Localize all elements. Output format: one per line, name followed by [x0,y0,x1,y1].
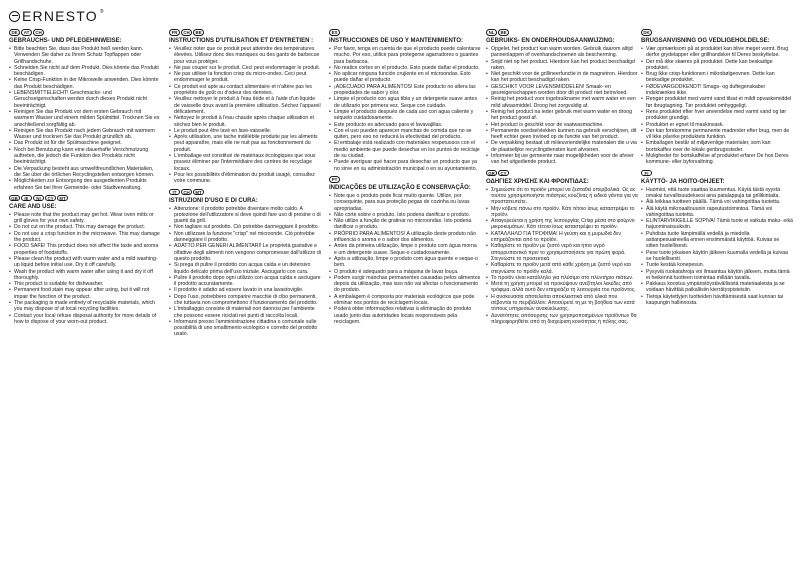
brand-name: ERNESTO [22,8,98,24]
language-badge: DE [9,29,20,36]
instruction-list [9,46,161,191]
list-item: • Μετά τη χρήση μπορεί να προκύψουν ανεξίτηλοι λεκέδες από τρόφιμα, αλλά αυτό δεν επηρεάζει τη λειτουργία του προϊόντος. [486,281,638,294]
language-badge: GR [486,170,497,177]
language-badge: PT [329,176,340,183]
list-item: • Niet geschikt voor de grillineerfunctie in de magnetron. Hierdoor kan het product beschadigd raken. [486,71,638,84]
language-badge: BE [193,29,204,36]
list-item: • Keine Crisp-Funktion in der Mikrowelle anwenden. Dies könnte das Produkt beschädigen. [9,77,161,90]
section-heading: INDICAÇÕES DE UTILIZAÇÃO E CONSERVAÇÃO: [329,184,471,191]
instruction-section [329,176,481,325]
list-item: • Le produit peut être lavé en lave-vaisselle. [169,128,321,134]
language-badge: BE [498,29,509,36]
list-item: • Please note that the product may get hot. Wear oven mitts or grill gloves for your own safety. [9,212,161,225]
language-badge: CH [181,29,192,36]
list-item: • El embalaje está realizado con materiales respetuosos con el medio ambiente que puede desechar en los puntos de reciclaje de su ciudad. [329,140,481,159]
language-badge: IE [21,195,32,202]
registered-mark: ® [99,9,104,15]
logo-mark-icon [9,11,20,22]
instruction-section [641,29,793,170]
list-item: • Não utilize a função de gratinar no microondas. Isto poderia danificar o produto. [329,218,481,231]
brand-logo [9,8,104,24]
language-badges [9,195,161,203]
list-item: • Noch bei Benutzung kann eine dauerhafte Verschmutzung auftreten, die jedoch die Funktion des Produkts nicht beeinträchtigt. [9,147,161,166]
instruction-section [486,29,638,170]
list-item: • Tuote kestää konepesun. [641,262,793,268]
language-badge: MT [57,195,68,202]
list-item: • Der må ikke skæres på produktet. Dette kan beskadige produktet. [641,59,793,72]
list-item: • Älä käytä mikroaaltouunin rapeutustoimintoa. Tämä voi vahingoittaa tuotetta. [641,206,793,219]
language-badge: ES [329,29,340,36]
language-badges [486,170,638,178]
list-item: • Huomioi, että tuote saattaa kuumentua. Käytä tästä syystä omaksi turvallisuudeksesi aina patalappuja tai grillikintaita. [641,187,793,200]
list-item: • Puede averiguar qué hacer para desechar un producto que ya no sirve en su administración municipal o en su ayuntamiento. [329,159,481,172]
list-item: • FOOD SAFE! This product does not affect the taste and aroma properties of foodstuffs. [9,243,161,256]
list-item: • Veuillez nettoyer le produit à l'eau tiède et à l'aide d'un liquide de vaisselle doux avant la première utilisation. Séchez l'appareil délicatement. [169,96,321,115]
list-item: • Το προϊόν είναι κατάλληλο για πλύσιμο στο πλυντήριο πιάτων. [486,275,638,281]
list-item: • Permanente voedselvlekken kunnen na gebruik verschijnen, dit heeft echter geen invloed op de functie van het product. [486,128,638,141]
list-item: • Schneiden Sie nicht auf dem Produkt. Dies könnte das Produkt beschädigen. [9,65,161,78]
list-item: • Produktet er egnet til maskinvask. [641,122,793,128]
list-item: • L'imballaggio consiste di materiali non dannosi per l'ambiente che possono essere riciclati nei punti di raccolta locali. [169,306,321,319]
language-badges [329,29,481,37]
list-item: • Do not use a crisp function in the microwave. This may damage the product. [9,231,161,244]
language-badges [486,29,638,37]
list-item: • ¡ADECUADO PARA ALIMENTOS! Este producto no altera las propiedades de sabor y olor. [329,84,481,97]
language-badges [641,29,793,37]
instruction-section [329,29,481,176]
list-item: • No realice cortes en el producto. Esto puede dañar el producto. [329,65,481,71]
list-item: • Opgelet, het product kan warm worden. Gebruik daarom altijd pannenlappen of ovenhandschoenen als bescherming. [486,46,638,59]
list-item: • Limpie el producto con agua tibia y un detergente suave antes de utilizarlo por primera vez. Seque con cuidado. [329,96,481,109]
section-heading: ΟΔΗΓΙΕΣ ΧΡΗΣΗΣ ΚΑΙ ΦΡΟΝΤΙΔΑΣ: [486,178,589,185]
instruction-list [486,46,638,166]
list-item: • Muligheder for bortskaffelse af produktet erfarer De hos Deres kommune- eller byforvaltning. [641,153,793,166]
list-item: • LEBENSMITTELECHT! Geschmacks- und Geruchseigenschaften werden durch dieses Produkt nicht beeinträchtigt. [9,90,161,109]
language-badge: IT [169,189,180,196]
list-item: • Tietoja käytettyjen tuotteiden hävittämisestä saat kunnan tai kaupungin hallinnosta. [641,294,793,307]
list-item: • Veuillez noter que ce produit peut atteindre des températures élevées. Utilisez donc des maniques ou des gants de barbecue pour vous protéger. [169,46,321,65]
instruction-section [486,170,638,326]
list-item: • Do not cut on the product. This may damage the product. [9,224,161,230]
language-badge: GB [9,195,20,202]
language-badge: AT [21,29,32,36]
list-item: • Het product is geschikt voor de vaatwasmachine. [486,122,638,128]
list-item: • Der kan forekomme permanente madrester efter brug, men de vil ikke påvirke produktets funktion. [641,128,793,141]
language-badge: CY [498,170,509,177]
list-item: • Vær opmærksom på at produktet kan blive meget varmt. Brug derfor grydelapper eller grillhandsker til Deres beskyttelse. [641,46,793,59]
list-item: • This product is suitable for dishwasher. [9,281,161,287]
list-item: • Reinig het product voor ingebruikname met warm water en een mild afwasmiddel. Droog het zorgvuldig af. [486,96,638,109]
list-item: • Informeer bij uw gemeente naar mogelijkheden voor de afvoer van het uitgediende product. [486,153,638,166]
list-item: • A embalagem é composta por materiais ecológicos que pode eliminar nos pontos de reciclagem locais. [329,294,481,307]
list-item: • Älä leikkaa tuotteen päällä. Tämä voi vahingoittaa tuotetta. [641,199,793,205]
language-badge: FR [169,29,180,36]
list-item: • Η συσκευασία αποτελείται αποκλειστικά από υλικά που σέβονται το περιβάλλον. Αποσύρετέ τη με τη βοήθεια των κατά τόπους υπηρεσιών ανακύκλωσης. [486,294,638,313]
list-item: • Ne pas couper sur le produit. Ceci peut endommager le produit. [169,65,321,71]
list-item: • Rengør produktet med varmt vand tilsat et mildt opvaskemiddel før ibrugtagning. Tør produktet omhyggeligt. [641,96,793,109]
column-3 [329,29,481,325]
column-4 [486,29,638,325]
list-item: • Σημειώστε ότι το προϊόν μπορεί να ζεσταθεί υπερβολικά. Ως εκ τούτου χρησιμοποιήστε πιάστρες κουζίνας ή ειδικά γάντια για να προστατευτείτε. [486,187,638,206]
list-item: • Dopo l'uso, potrebbero comparire macchie di cibo permanenti, che tuttavia non compromettono il funzionamento del prodotto. [169,294,321,307]
instruction-section [641,170,793,307]
list-item: • Il prodotto è adatto ad essere lavato in una lavastoviglie. [169,287,321,293]
list-item: • Pese tuote jokaisen käytön jälkeen kuumalla vedellä ja kuivaa se huolellisesti. [641,250,793,263]
instruction-list [329,193,481,325]
list-item: • Καθαρίστε το προϊόν με ζεστό νερό και ήπιο υγρό απορρυπαντικό πριν το χρησιμοποιήσετε για πρώτη φορά. Στεγνώστε το προσεκτικά. [486,243,638,262]
instruction-section [9,195,161,325]
list-item: • Wash the product with warm water after using it and dry it off thoroughly. [9,269,161,282]
language-badges [169,29,321,37]
list-item: • Δυνατότητες απόσυρσης των χρησιμοποιημένων προϊόντων θα πληροφορηθείτε από τη διαχείριση κοινότητας ή πόλης σας. [486,313,638,326]
list-item: • Con el uso pueden aparecer manchas de comida que no se quiten, pero eso no reducirá la efectividad del producto. [329,128,481,141]
column-1 [9,29,161,325]
list-item: • Note que o produto pode ficar muito quente. Utilize, por consequinte, para sua proteção pegas de cozinha ou luvas apropriadas. [329,193,481,212]
list-item: • Após a utilização, limpe o produto com água quente e seque-o bem. [329,256,481,269]
list-item: • Απαγορεύεται η χρήση της λειτουργίας Crisp μέσα στο φούρνο μικροκυμάτων. Κάτι τέτοιο ίσως καταστρέψει το προϊόν. [486,218,638,231]
list-item: • FØDEVARGODKENDT! Smags- og duftegenskaber indskrænkes ikke. [641,84,793,97]
instruction-section [169,29,321,189]
list-item: • O produto é adequado para a máquina de lavar louça. [329,269,481,275]
list-item: • Die Verpackung besteht aus umweltfreundlichen Materialien, die Sie über die örtlichen Recyclingstellen entsorgen können. [9,166,161,179]
list-item: • Nettoyez le produit à l'eau chaude après chaque utilisation et séchez bien le produit. [169,115,321,128]
list-item: • L'emballage est constitué de matériaux écologiques que vous pouvez éliminer par l'intermédiaire des centres de recyclage locaux. [169,153,321,172]
instruction-list [641,46,793,166]
list-item: • Não corte sobre o produto. Isto poderia danificar o produto. [329,212,481,218]
list-item: • Möglichkeiten zur Entsorgung des ausgedienten Produkts erfahren Sie bei Ihrer Gemeinde- oder Stadtverwaltung. [9,178,161,191]
section-heading: INSTRUCTIONS D'UTILISATION ET D'ENTRETIEN : [169,38,314,44]
language-badge: CH [33,29,44,36]
list-item: • Καθαρίστε το προϊόν μετά από κάθε χρήση με ζεστό νερό και στεγνώστε το προϊόν καλά. [486,262,638,275]
list-item: • Pour les possibilités d'élimination du produit usagé, consultez votre commune. [169,172,321,185]
language-badge: NI [33,195,44,202]
list-item: • Emballagen består af miljøvenlige materialer, som kan bortskaffes over de lokale genbrugssteder. [641,140,793,153]
section-heading: GEBRUIKS- EN ONDERHOUDSAANWIJZING: [486,38,615,44]
language-badge: CY [45,195,56,202]
list-item: • Après utilisation, une tache indélébile produite par les aliments peut apparaître, mais elle ne nuit pas au fonctionnement du produit. [169,134,321,153]
list-item: • Das Produkt ist für die Spülmaschine geeignet. [9,140,161,146]
list-item: • Non utilizzare la funzione "crisp" nel microonde. Ciò potrebbe danneggiare il prodotto. [169,231,321,244]
list-item: • Attenzione: il prodotto potrebbe diventare molto caldo. A protezione dell'utilizzatore si deve quindi fare uso di presine o di guanti da grill. [169,206,321,225]
list-item: • Pysyviä ruokatahroja voi ilmaantua käytön jälkeen, mutta tämä ei heikennä tuotteen toimintaa millään tavalla. [641,269,793,282]
list-item: • ADATTO PER GENERI ALIMENTARI! Le proprietà gustative e olfattive degli alimenti non vengono compromesse dall'utilizzo di questo prodotto. [169,243,321,262]
column-5 [641,29,793,306]
list-item: • No aplicar ninguna función crujiente en el microondas. Esto puede dañar el producto. [329,71,481,84]
list-item: • Si prega di pulire il prodotto con acqua calda e un detersivo liquido delicato prima dell'uso iniziale. Asciugarlo con cura. [169,262,321,275]
list-item: • Please clean the product with warm water and a mild washing-up liquid before initial use. Dry it off carefully. [9,256,161,269]
list-item: • Contact your local refuse disposal authority for more details of how to dispose of your worn-out product. [9,313,161,326]
section-heading: BRUGSANVISNING OG VEDLIGEHOLDELSE: [641,38,770,44]
instruction-list [9,212,161,325]
list-item: • Brug ikke crisp-funktionen i mikrobølgeovnen. Dette kan beskadige produktet. [641,71,793,84]
list-item: • Non tagliare sul prodotto. Ciò potrebbe danneggiare il prodotto. [169,224,321,230]
list-item: • Rens produktet efter hver anvendelse med varmt vand og tør produktet grundigt. [641,109,793,122]
language-badge: CH [181,189,192,196]
list-item: • PRÓPRIO PARA ALIMENTOS! A utilização deste produto não influencia o aroma e o sabor dos alimentos. [329,231,481,244]
list-item: • Poderá obter informações relativas à eliminação do produto usado junto das autoridades locais responsáveis pela reciclagem. [329,306,481,325]
list-item: • De verpakking bestaat uit milieuvriendelijke materialen die u via de plaatselijke recyclingdiensten kunt afvoeren. [486,140,638,153]
list-item: • Permanent food stain may appear after using, but it will not impair the function of the product. [9,287,161,300]
section-heading: GEBRAUCHS- UND PFLEGEHINWEISE: [9,38,122,44]
language-badge: NL [486,29,497,36]
language-badges [169,189,321,197]
language-badge: MT [193,189,204,196]
instruction-list [169,206,321,338]
section-heading: CARE AND USE: [9,203,57,210]
list-item: • GESCHIKT VOOR LEVENSMIDDELEN! Smaak- en geureigenschappen worden door dit product niet beïnvloed. [486,84,638,97]
instruction-list [329,46,481,172]
list-item: • Puhdista tuote lämpimällä vedellä ja miedolla astianpesuaineella ennen ensimmäistä käyttöä. Kuivaa se sitten huolellisesti. [641,231,793,250]
list-item: • Μην κόβετε πάνω στο προϊόν. Κάτι τέτοιο ίσως καταστρέψει το προϊόν. [486,206,638,219]
section-heading: KÄYTTÖ- JA HOITO-OHJEET: [641,178,725,185]
list-item: • Por favor, tenga en cuenta de que el producto puede calentarse mucho. Por eso, utilice para protegerse agarradores o guantes para barbacoa. [329,46,481,65]
list-item: • Ce produit est apte au contact alimentaire et n'altère pas les propriétés de goût ou d'odeur des denrées. [169,84,321,97]
section-heading: INSTRUCCIONES DE USO Y MANTENIMIENTO: [329,38,464,44]
language-badge: DK [641,29,652,36]
instruction-list [486,187,638,326]
list-item: • Pakkaus koostuu ympäristöystävällisistä materiaaleista ja se voidaan hävittää paikallisiin kierrätyspisteisiin. [641,281,793,294]
list-item: • ΚΑΤΑΛΛΗΛΟ ΓΙΑ ΤΡΟΦΙΜΑ! Η γεύση και η μυρωδιά δεν επηρεάζονται από το προϊόν. [486,231,638,244]
list-item: • Reinig het product na ieder gebruik met warm water en droog het product goed af. [486,109,638,122]
list-item: • Podem surgir manchas permanentes causadas pelos alimentos depois da utilização, mas isso não vai afectar o funcionamento do produto. [329,275,481,294]
language-badges [641,170,793,178]
language-badge: FI [641,170,652,177]
list-item: • Antes da primeira utilização, limpe o produto com água morna e um detergente suave. Seque-o cuidadosamente. [329,243,481,256]
section-heading: ISTRUZIONI D'USO E DI CURA: [169,197,258,204]
list-item: • Informarsi presso l'amministrazione cittadina o comunale sulle possibilità di uno smaltimento ecologico e corretto del prodotto usato. [169,319,321,338]
list-item: • Reinigen Sie das Produkt vor dem ersten Gebrauch mit warmem Wasser und einem milden Spülmittel. Trocknen Sie es anschließend sorgfältig ab. [9,109,161,128]
instruction-list [641,187,793,307]
instruction-section [9,29,161,195]
instruction-list [169,46,321,185]
list-item: • Este producto es adecuado para el lavavajillas. [329,122,481,128]
language-badges [329,176,481,184]
column-2 [169,29,321,338]
language-badges [9,29,161,37]
list-item: • Limpie el producto después de cada uso con agua caliente y séquelo cuidadosamente. [329,109,481,122]
list-item: • Bitte beachten Sie, dass das Produkt heiß werden kann. Verwenden Sie daher zu Ihrem Schutz Topflappen oder Grillhandschuhe. [9,46,161,65]
list-item: • ELINTARVIKKEILLE SOPIVA! Tämä tuote ei vaikuta maku- eikä hajuominaisuuksiin. [641,218,793,231]
list-item: • Ne pas utiliser la fonction crisp du micro-ondes. Ceci peut endommager le produit. [169,71,321,84]
instruction-section [169,189,321,338]
list-item: • Reinigen Sie das Produkt nach jedem Gebrauch mit warmem Wasser und trocknen Sie das Produkt gründlich ab. [9,128,161,141]
list-item: • Pulire il prodotto dopo ogni utilizzo con acqua calda e asciugare il prodotto accuratamente. [169,275,321,288]
list-item: • The packaging is made entirely of recyclable materials, which you may dispose of at local recycling facilities. [9,300,161,313]
list-item: • Snijd niet op het product. Hierdoor kan het product beschadigd raken. [486,59,638,72]
